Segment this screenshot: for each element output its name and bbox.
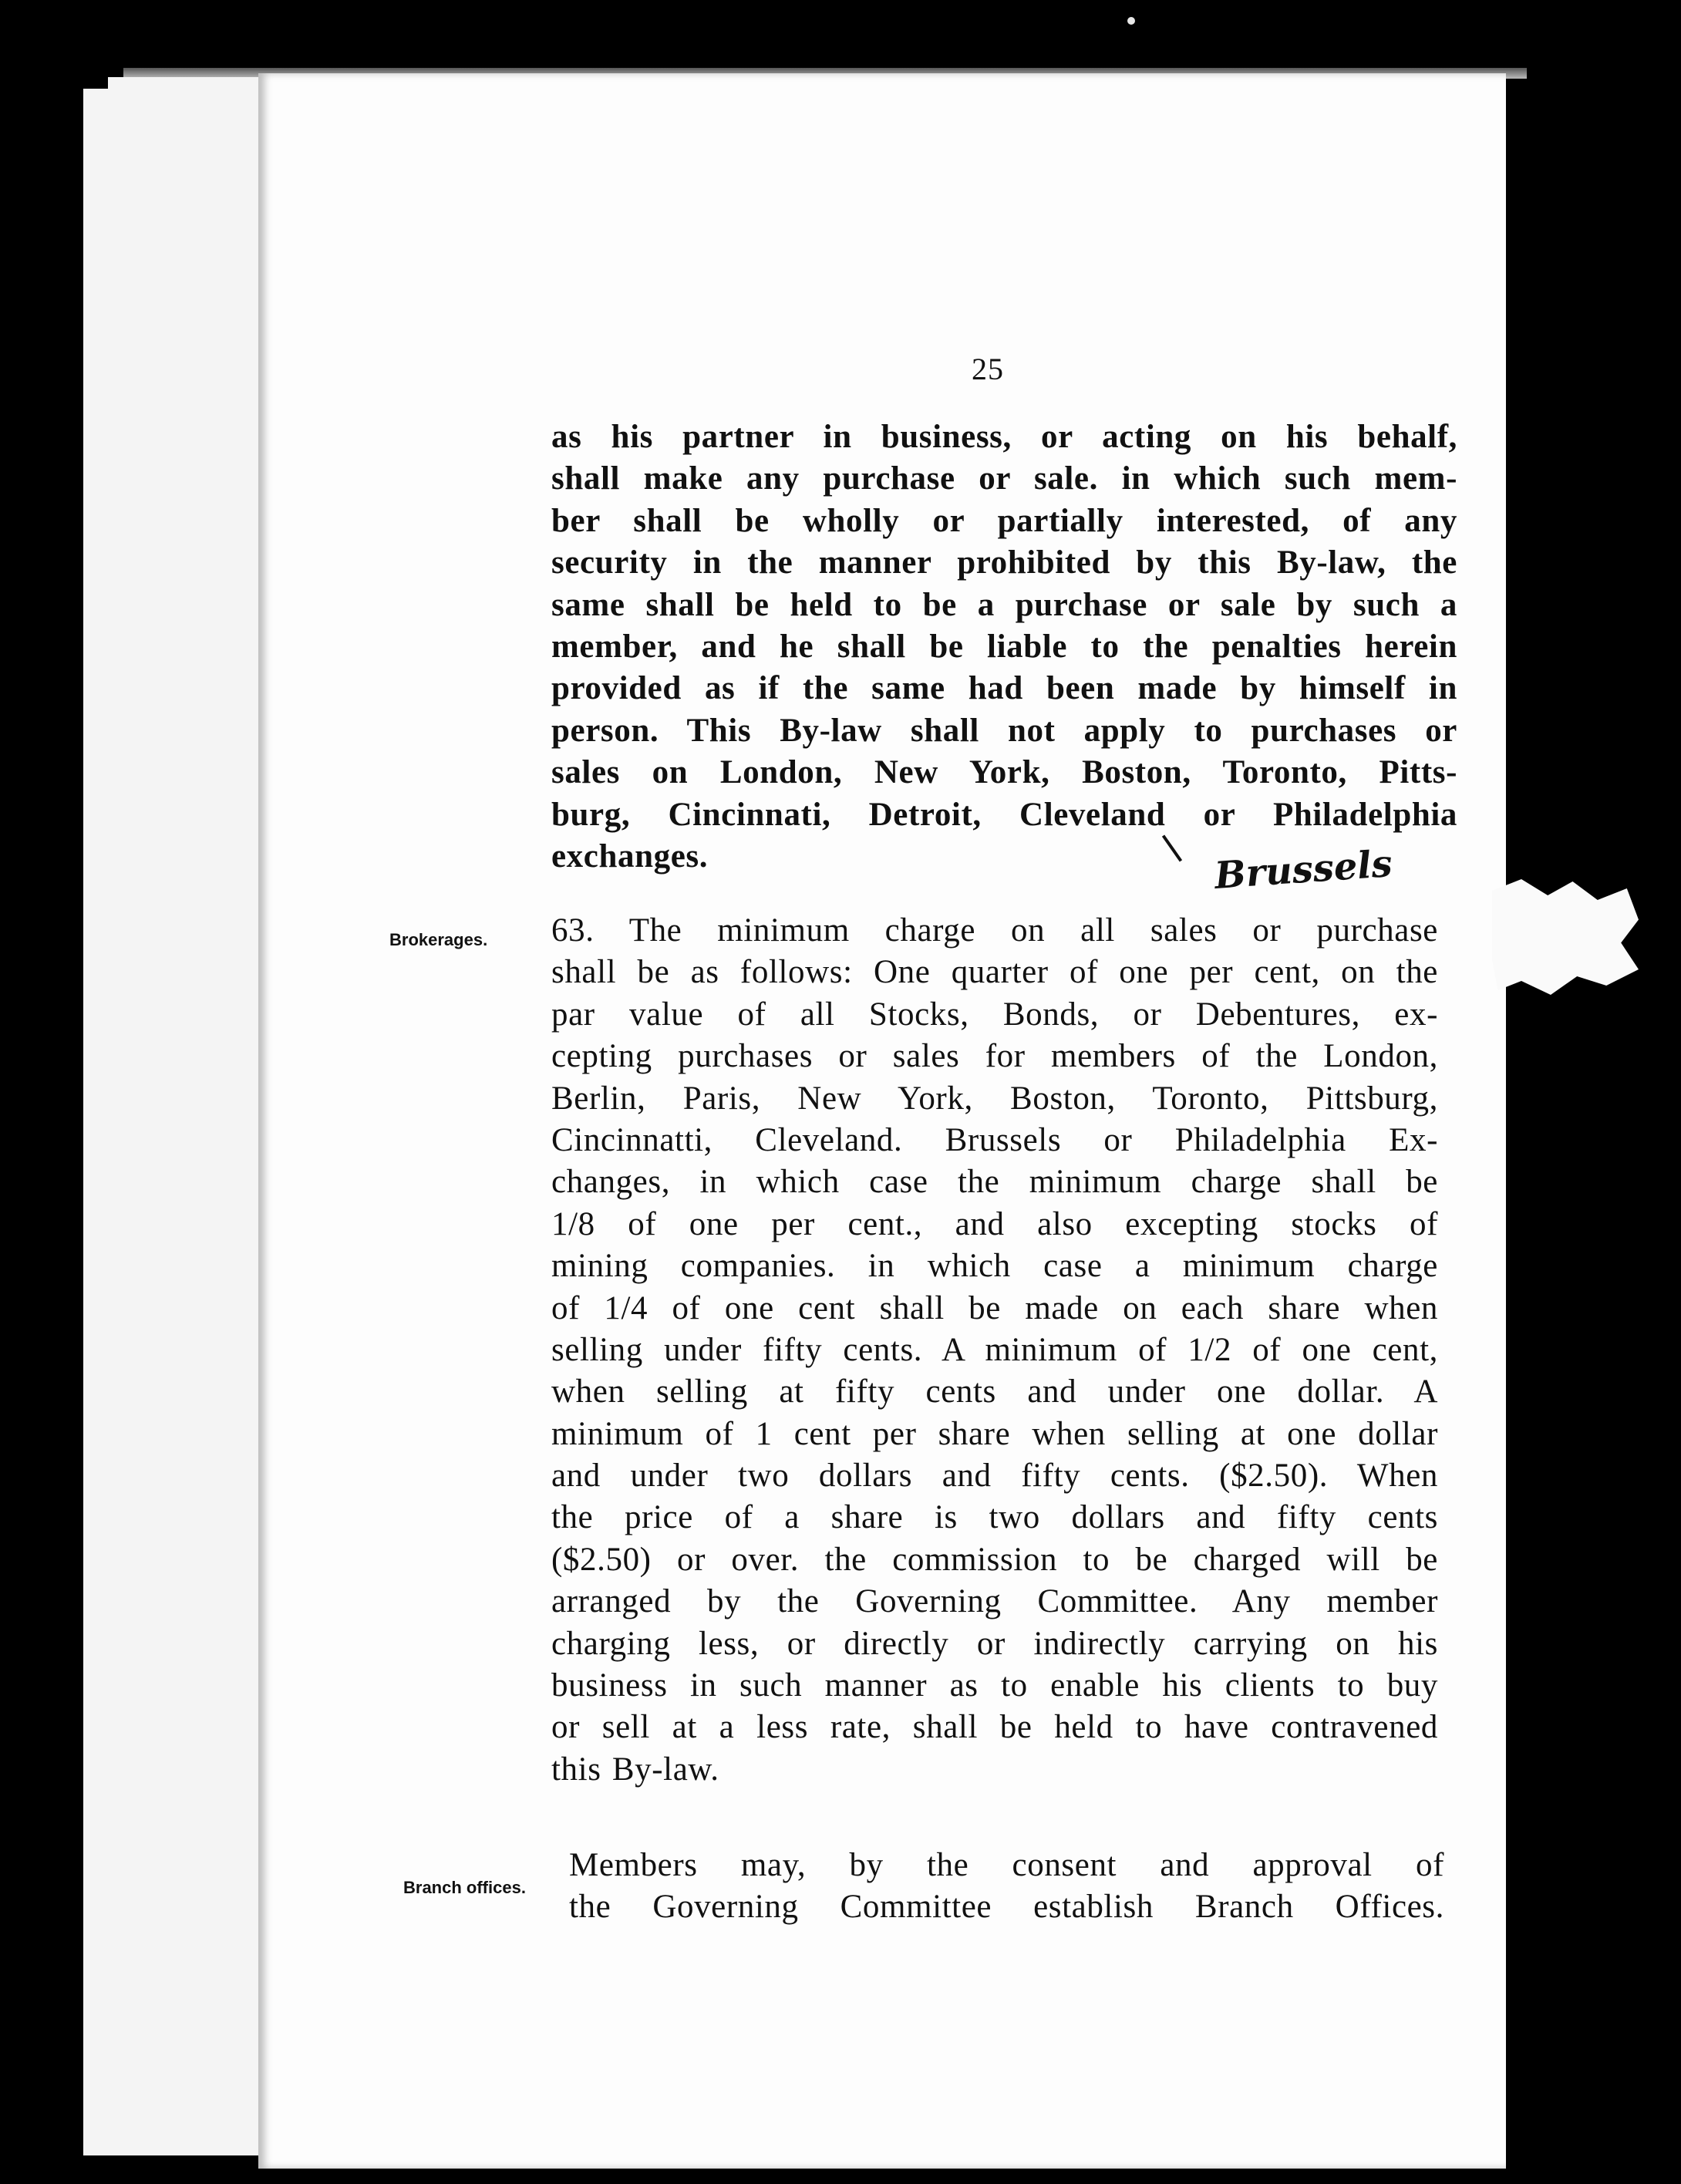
text-line: cepting purchases or sales for members of the London, — [551, 1038, 1438, 1075]
torn-paper-fragment — [1492, 879, 1639, 995]
text-line: exchanges. — [551, 838, 709, 875]
text-line: sales on London, New York, Boston, Toronto, Pitts- — [551, 754, 1457, 791]
text-line: shall be as follows: One quarter of one per cent, on the — [551, 954, 1438, 991]
text-line: 1/8 of one per cent., and also excepting stocks of — [551, 1205, 1438, 1242]
text-line: ber shall be wholly or partially interested, of any — [551, 502, 1457, 539]
text-line: minimum of 1 cent per share when selling at one dollar — [551, 1415, 1438, 1452]
text-line: mining companies. in which case a minimum charge — [551, 1248, 1438, 1285]
text-line: shall make any purchase or sale. in which such mem- — [551, 460, 1457, 497]
text-line: changes, in which case the minimum charge shall be — [551, 1164, 1438, 1201]
text-line: when selling at fifty cents and under one dollar. A — [551, 1373, 1438, 1410]
margin-note-brokerages: Brokerages. — [389, 930, 488, 949]
page-number: 25 — [972, 352, 1004, 386]
branch-offices-paragraph — [569, 1845, 1444, 1929]
paragraph-continuation — [551, 416, 1457, 878]
text-line: burg, Cincinnati, Detroit, Cleveland or Philadelphia — [551, 796, 1457, 833]
text-line: person. This By-law shall not apply to purchases or — [551, 712, 1457, 749]
text-line: the Governing Committee establish Branch Offices. — [569, 1889, 1444, 1926]
dust-speck — [1127, 17, 1135, 25]
text-line: security in the manner prohibited by this By-law, the — [551, 544, 1457, 581]
text-line: Cincinnatti, Cleveland. Brussels or Philadelphia Ex- — [551, 1121, 1438, 1158]
text-line: Berlin, Paris, New York, Boston, Toronto, Pittsburg, — [551, 1080, 1438, 1117]
handwritten-annotation: Brussels — [1213, 842, 1394, 898]
text-line: ($2.50) or over. the commission to be charged will be — [551, 1541, 1438, 1578]
text-line: provided as if the same had been made by himself in — [551, 670, 1457, 707]
text-line: the price of a share is two dollars and fifty cents — [551, 1499, 1438, 1536]
text-line: and under two dollars and fifty cents. ($2.50). When — [551, 1458, 1438, 1495]
text-line: or sell at a less rate, shall be held to have contravened — [551, 1709, 1438, 1746]
text-line: 63. The minimum charge on all sales or purchase — [551, 912, 1438, 949]
margin-note-branch-offices: Branch offices. — [403, 1878, 526, 1897]
text-line: this By-law. — [551, 1751, 719, 1788]
text-line: Members may, by the consent and approval of — [569, 1847, 1444, 1883]
text-line: charging less, or directly or indirectly carrying on his — [551, 1625, 1438, 1662]
text-line: member, and he shall be liable to the penalties herein — [551, 628, 1457, 665]
text-line: as his partner in business, or acting on his behalf, — [551, 419, 1457, 455]
text-line: selling under fifty cents. A minimum of 1/2 of one cent, — [551, 1331, 1438, 1368]
text-line: par value of all Stocks, Bonds, or Debentures, ex- — [551, 996, 1438, 1033]
text-line: arranged by the Governing Committee. Any member — [551, 1583, 1438, 1620]
section-63-paragraph — [551, 910, 1438, 1791]
text-line: of 1/4 of one cent shall be made on each share when — [551, 1289, 1438, 1326]
text-line: business in such manner as to enable his clients to buy — [551, 1667, 1438, 1704]
text-line: same shall be held to be a purchase or sale by such a — [551, 586, 1457, 623]
